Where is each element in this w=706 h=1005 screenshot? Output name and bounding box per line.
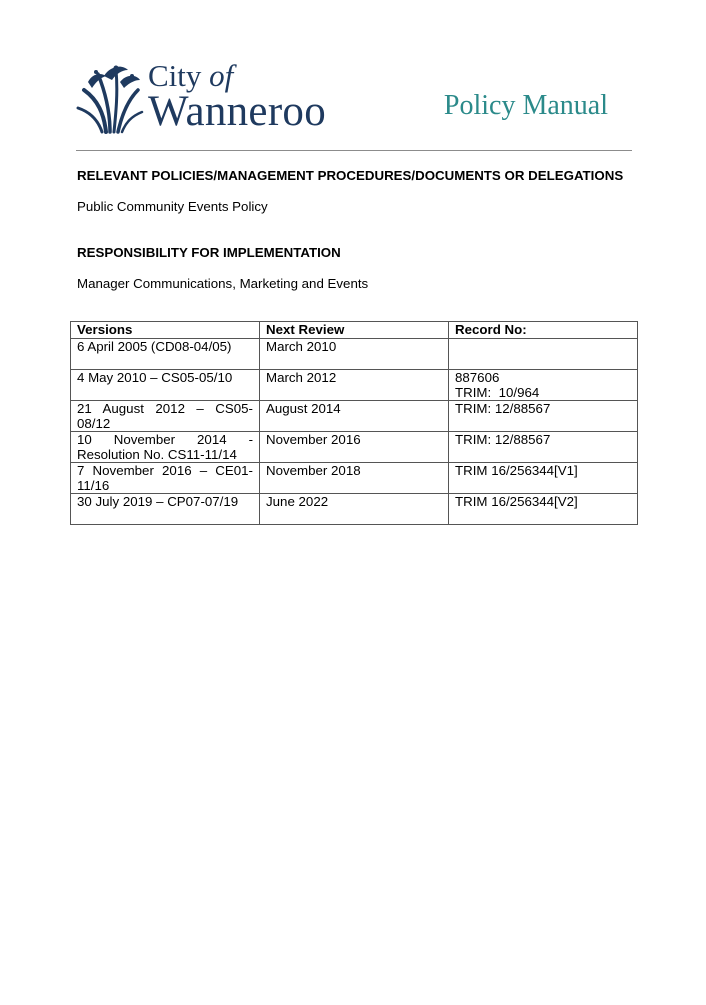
record-cell <box>449 339 638 370</box>
version-cell <box>71 494 260 525</box>
review-cell: November 2018 <box>260 463 449 494</box>
record-cell <box>449 494 638 525</box>
record-line: 887606 <box>455 370 500 385</box>
review-cell: June 2022 <box>260 494 449 525</box>
city-of-wanneroo-logo <box>76 58 327 135</box>
version-line: 30 July 2019 – CP07-07/19 <box>77 494 239 509</box>
version-line: 21 August 2012 – CS05- <box>77 401 253 416</box>
version-line: Resolution No. CS11-11/14 <box>77 447 237 462</box>
version-line: 4 May 2010 – CS05-05/10 <box>77 370 233 385</box>
logo-city-text <box>148 60 233 91</box>
table-row <box>71 339 638 370</box>
column-header-versions: Versions <box>71 322 260 339</box>
grass-tree-icon <box>76 62 144 134</box>
version-line: 11/16 <box>77 478 110 493</box>
header-divider <box>76 150 632 151</box>
review-cell: March 2012 <box>260 370 449 401</box>
responsibility-text: Manager Communications, Marketing and Events <box>77 276 369 291</box>
version-cell <box>71 401 260 432</box>
column-header-record-no: Record No: <box>449 322 638 339</box>
table-row <box>71 401 638 432</box>
table-row <box>71 432 638 463</box>
version-cell <box>71 339 260 370</box>
record-line: TRIM: 12/88567 <box>455 401 551 416</box>
version-line: 6 April 2005 (CD08-04/05) <box>77 339 232 354</box>
versions-table <box>70 321 638 525</box>
review-cell: November 2016 <box>260 432 449 463</box>
relevant-policies-text: Public Community Events Policy <box>77 199 268 214</box>
version-line: 10 November 2014 - <box>77 432 253 447</box>
table-row <box>71 370 638 401</box>
version-cell <box>71 432 260 463</box>
logo-of-word: of <box>209 58 234 93</box>
responsibility-heading: RESPONSIBILITY FOR IMPLEMENTATION <box>77 245 341 260</box>
record-line: TRIM 16/256344[V1] <box>455 463 578 478</box>
logo-city-word: City <box>148 58 202 93</box>
column-header-next-review: Next Review <box>260 322 449 339</box>
record-cell <box>449 370 638 401</box>
relevant-policies-heading: RELEVANT POLICIES/MANAGEMENT PROCEDURES/DOCUMENTS OR DELEGATIONS <box>77 168 624 183</box>
table-header-row <box>71 322 638 339</box>
version-line: 7 November 2016 – CE01- <box>77 463 253 478</box>
version-cell <box>71 370 260 401</box>
logo-wanneroo-text: Wanneroo <box>148 88 327 135</box>
policy-manual-title: Policy Manual <box>443 90 608 121</box>
record-cell <box>449 432 638 463</box>
record-cell <box>449 463 638 494</box>
review-cell: March 2010 <box>260 339 449 370</box>
record-cell <box>449 401 638 432</box>
record-line: TRIM 16/256344[V2] <box>455 494 578 509</box>
version-line: 08/12 <box>77 416 111 431</box>
table-row <box>71 463 638 494</box>
record-line: TRIM: 10/964 <box>455 385 540 400</box>
table-row <box>71 494 638 525</box>
record-line: TRIM: 12/88567 <box>455 432 551 447</box>
version-cell <box>71 463 260 494</box>
review-cell: August 2014 <box>260 401 449 432</box>
